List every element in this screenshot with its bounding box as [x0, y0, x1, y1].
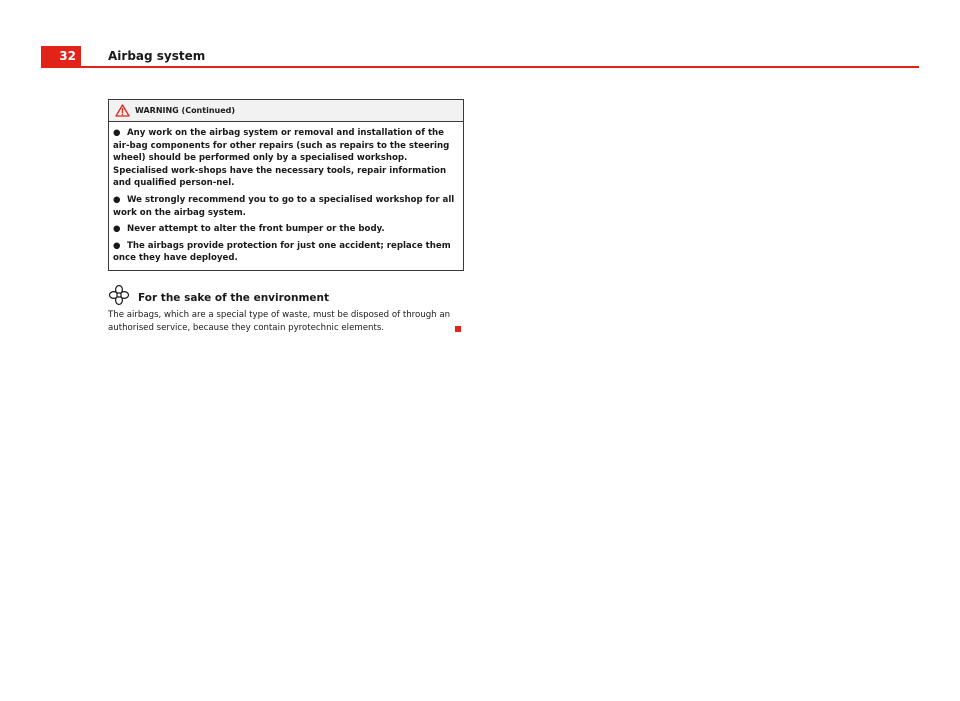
section-title: Airbag system — [108, 49, 206, 63]
warning-header — [109, 100, 463, 122]
bullet-icon: ● — [113, 128, 121, 138]
end-marker-icon — [455, 326, 461, 332]
warning-item-text: Never attempt to alter the front bumper or the body. — [127, 224, 385, 235]
warning-item — [113, 223, 458, 236]
environment-heading — [108, 282, 329, 306]
warning-item-text: We strongly recommend you to go to a specialised workshop for all work on the airbag system. — [113, 194, 455, 218]
flower-icon — [108, 284, 130, 306]
environment-text: The airbags, which are a special type of waste, must be disposed of through an authorised service, because they contain pyrotechnic elements. — [108, 310, 451, 333]
page-number: 32 — [41, 46, 81, 66]
warning-item — [113, 194, 458, 219]
warning-triangle-icon — [115, 104, 130, 117]
warning-item-text: Any work on the airbag system or removal and installation of the air-bag components for other repairs (such as repairs to the steering wheel) should be performed only by a specialised workshop. Specialised work-shops have the necessary tools, repair information and qualified person-nel. — [113, 128, 450, 189]
bullet-icon: ● — [113, 194, 121, 205]
page-header — [41, 46, 919, 68]
warning-title: WARNING (Continued) — [135, 105, 236, 115]
bullet-icon: ● — [113, 240, 121, 251]
environment-title: For the sake of the environment — [138, 292, 330, 304]
bullet-icon: ● — [113, 224, 121, 235]
warning-body — [109, 122, 463, 265]
warning-item — [113, 240, 458, 265]
header-rule — [41, 66, 919, 68]
warning-item-text: The airbags provide protection for just one accident; replace them once they have deployed. — [113, 240, 451, 264]
warning-box — [108, 99, 464, 271]
warning-item — [113, 127, 458, 190]
